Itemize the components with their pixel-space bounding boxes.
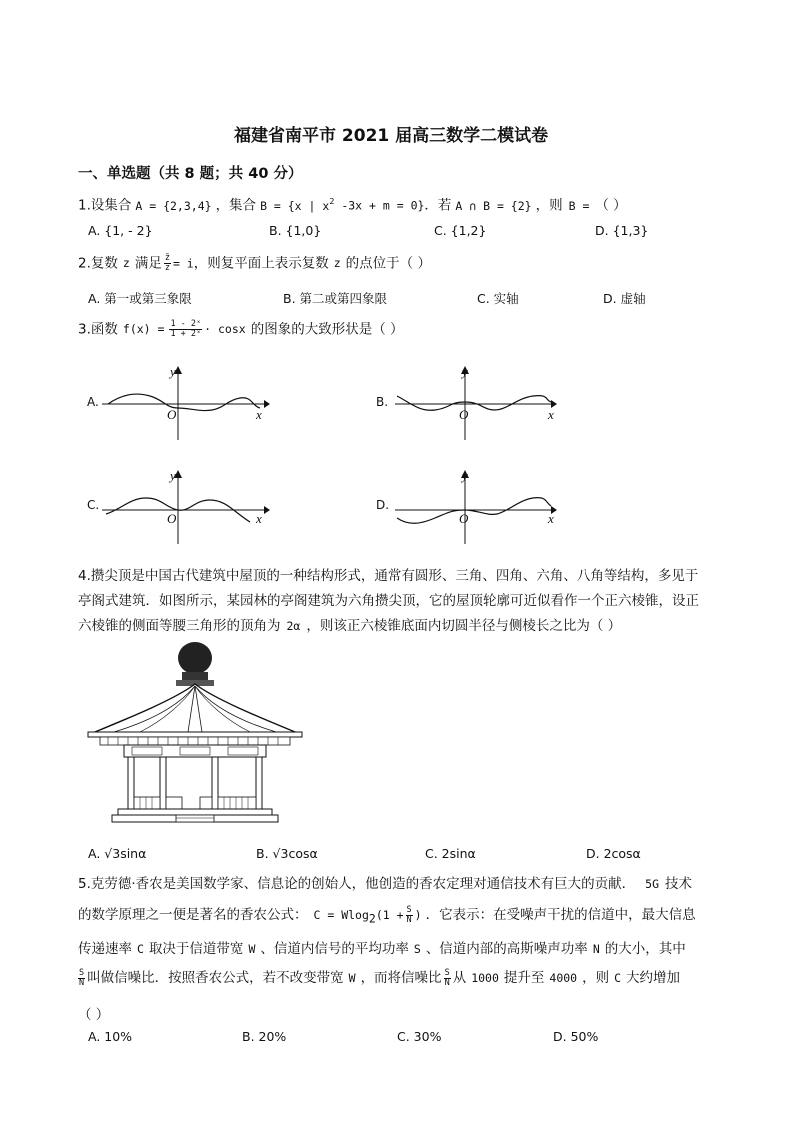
graph-a-label[interactable]: A. [87, 395, 99, 409]
graph-c[interactable] [100, 466, 270, 546]
q4-option-a[interactable]: A. √3sinα [88, 846, 147, 861]
graph-d[interactable] [393, 466, 563, 546]
q5-value-4000: 4000 [549, 971, 578, 985]
q1-text: 1.设集合 [78, 197, 132, 214]
q1-set-b: B = {x | x [260, 198, 330, 213]
q3-text: 3.函数 [78, 321, 118, 338]
q5-var-n: N [592, 942, 600, 956]
q2-fraction [164, 254, 171, 273]
graph-a-origin-label: O [167, 407, 177, 422]
q3-frac-den: 1 + 2ˣ [170, 328, 202, 339]
q5-option-a[interactable]: A. 10% [88, 1029, 133, 1044]
q5-frac-num: S [79, 967, 85, 978]
q2-frac-num: z̄ [164, 253, 170, 263]
q5-line-2 [78, 903, 696, 926]
q2-equals-i: = i [172, 256, 194, 271]
q2-var-z: z [333, 256, 341, 271]
q5-text: ，而将信噪比 [360, 970, 442, 986]
graph-c-y-label: y [170, 468, 176, 483]
page-title: 福建省南平市 2021 届高三数学二模试卷 [234, 126, 549, 146]
q2-var-z: z [122, 256, 130, 271]
q1-b-equals: B = [568, 198, 590, 213]
q2-frac-den: z [164, 262, 170, 273]
q1-set-b-rest: -3x + m = 0} [334, 198, 425, 213]
graph-a[interactable] [100, 362, 270, 442]
q5-text: 取决于信道带宽 [148, 941, 244, 957]
q5-text: 5.克劳德·香农是美国数学家、信息论的创始人，他创造的香农定理对通信技术有巨大的贡献． [78, 876, 636, 892]
q5-line-3 [78, 937, 686, 957]
q5-text: 传递速率 [78, 941, 132, 957]
q5-text: 提升至 [503, 970, 545, 986]
q5-text: 大约增加 [626, 970, 681, 986]
q4-line-1: 4.攒尖顶是中国古代建筑中屋顶的一种结构形式，通常有圆形、三角、四角、六角、八角等结构，多见于 [78, 568, 699, 584]
q5-answer-blank: （ ） [78, 1007, 110, 1023]
q2-option-a[interactable]: A. 第一或第三象限 [88, 291, 192, 306]
q5-text: 技术 [665, 876, 693, 892]
q1-set-a: A = {2,3,4} [135, 198, 212, 213]
q5-var-c: C [614, 971, 622, 985]
graph-c-x-label: x [256, 511, 262, 526]
graph-b-origin-label: O [459, 407, 469, 422]
graph-b-y-label: y [462, 364, 468, 379]
q2-text: ，则复平面上表示复数 [193, 255, 329, 272]
graph-d-y-label: y [462, 468, 468, 483]
q4-angle: 2α [286, 619, 301, 633]
q5-line-1 [78, 872, 692, 892]
graph-b-x-label: x [548, 407, 554, 422]
q5-text: 、信道内信号的平均功率 [260, 941, 409, 957]
graph-d-origin-label: O [459, 511, 469, 526]
q5-text: 的数学原理之一便是著名的香农公式： [78, 907, 308, 923]
q2-option-d[interactable]: D. 虚轴 [603, 291, 646, 306]
question-2-stem [78, 254, 431, 273]
q5-formula-close: ) [414, 908, 422, 922]
q5-text: ，则 [582, 970, 610, 986]
q3-frac-num: 1 - 2ˣ [170, 319, 202, 329]
q1-answer-blank: （ ） [595, 197, 627, 214]
q5-formula: C = Wlog [313, 908, 369, 922]
q4-text: 六棱锥的侧面等腰三角形的顶角为 [78, 618, 281, 634]
q5-option-d[interactable]: D. 50% [553, 1029, 599, 1044]
q1-option-d[interactable]: D. {1,3} [595, 223, 649, 238]
q4-option-b[interactable]: B. √3cosα [256, 846, 318, 861]
graph-a-x-label: x [256, 407, 262, 422]
q5-value-1000: 1000 [471, 971, 499, 985]
graph-d-label[interactable]: D. [376, 498, 390, 512]
q2-text: 的点位于（ ） [345, 255, 431, 272]
q5-line-4 [76, 966, 680, 987]
graph-c-label[interactable]: C. [87, 498, 100, 512]
graph-d-x-label: x [548, 511, 554, 526]
q1-option-c[interactable]: C. {1,2} [434, 223, 487, 238]
q4-option-c[interactable]: C. 2sinα [425, 846, 476, 861]
q5-var-s: S [413, 942, 421, 956]
q5-text: 从 [452, 970, 467, 986]
q1-text: ，集合 [215, 197, 257, 214]
q5-snr-fraction [78, 969, 85, 988]
q2-option-b[interactable]: B. 第二或第四象限 [283, 291, 388, 306]
pavilion-illustration [84, 640, 306, 826]
q5-frac-den: N [444, 977, 450, 988]
q4-line-3 [78, 614, 621, 634]
q1-text: ．若 [424, 197, 452, 214]
q5-var-w: W [248, 942, 256, 956]
q2-text: 满足 [134, 255, 162, 272]
q4-line-2: 亭阁式建筑．如图所示，某园林的亭阁建筑为六角攒尖顶，它的屋顶轮廓可近似看作一个正六棱锥，设正 [78, 593, 699, 609]
q5-5g: 5G [645, 877, 660, 891]
q5-frac-den: N [79, 977, 85, 988]
q1-exponent: 2 [329, 197, 335, 206]
q4-text: ，则该正六棱锥底面内切圆半径与侧棱长之比为（ ） [306, 618, 622, 634]
q5-frac-num: S [444, 967, 450, 978]
q5-option-b[interactable]: B. 20% [242, 1029, 287, 1044]
question-1-stem [78, 198, 627, 213]
q5-text: 、信道内部的高斯噪声功率 [425, 941, 588, 957]
q3-function: f(x) = [122, 322, 165, 337]
q1-option-b[interactable]: B. {1,0} [269, 223, 322, 238]
graph-b-label[interactable]: B. [376, 395, 389, 409]
q5-log-base: 2 [368, 911, 376, 926]
q5-snr-fraction [406, 906, 413, 925]
q5-text: 叫做信噪比．按照香农公式，若不改变带宽 [87, 970, 344, 986]
q1-option-a[interactable]: A. {1, - 2} [88, 223, 153, 238]
q5-snr-fraction [444, 969, 451, 988]
q5-var-w: W [348, 971, 356, 985]
q3-text: 的图象的大致形状是（ ） [250, 321, 404, 338]
q5-text: 的大小，其中 [604, 941, 686, 957]
q1-intersection: A ∩ B = {2} [455, 198, 532, 213]
q2-option-c[interactable]: C. 实轴 [477, 291, 519, 306]
q5-text: ．它表示：在受噪声干扰的信道中，最大信息 [425, 907, 696, 923]
q3-cosx: · cosx [204, 322, 246, 337]
question-3-stem [78, 320, 404, 339]
q5-frac-num: S [406, 904, 412, 915]
q2-text: 2.复数 [78, 255, 118, 272]
graph-b[interactable] [393, 362, 563, 442]
q5-option-c[interactable]: C. 30% [397, 1029, 442, 1044]
section-heading: 一、单选题（共 8 题；共 40 分） [78, 166, 303, 182]
graph-c-origin-label: O [167, 511, 177, 526]
q5-formula-paren: (1 + [375, 908, 404, 922]
q5-frac-den: N [406, 914, 412, 925]
q3-fraction [169, 320, 202, 339]
q5-var-c: C [137, 942, 144, 956]
q1-text: ，则 [535, 197, 563, 214]
q4-option-d[interactable]: D. 2cosα [586, 846, 641, 861]
graph-a-y-label: y [170, 364, 176, 379]
